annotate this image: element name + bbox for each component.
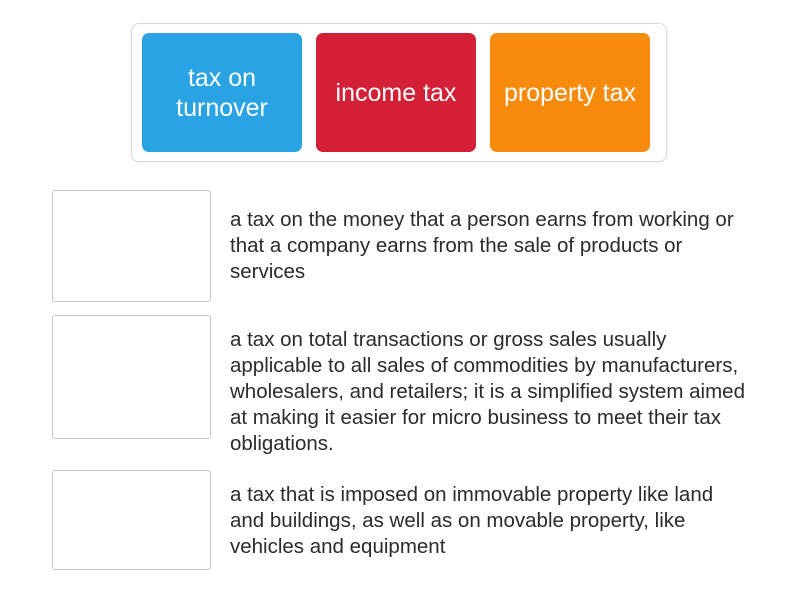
tile-label: tax on turnover xyxy=(176,63,268,122)
tile-label: income tax xyxy=(335,78,457,107)
draggable-tile-tax-on-turnover[interactable] xyxy=(142,33,302,152)
match-row xyxy=(52,190,752,302)
match-row xyxy=(52,470,752,570)
drop-zone-1[interactable] xyxy=(52,190,211,302)
definition-text-3: a tax that is imposed on immovable property like land and buildings, as well as on movable property, like vehicles and equipment xyxy=(230,483,714,558)
drop-zone-3[interactable] xyxy=(52,470,211,570)
definition-rows xyxy=(52,190,752,583)
definition-text-1: a tax on the money that a person earns from working or that a company earns from the sale of products or services xyxy=(230,208,734,283)
answer-tile-tray xyxy=(131,23,667,162)
draggable-tile-property-tax[interactable] xyxy=(490,33,650,152)
match-row xyxy=(52,315,752,457)
definition-text-2: a tax on total transactions or gross sales usually applicable to all sales of commodities by manufacturers, wholesalers, and retailers; it is a simplified system aimed at making it easier for micro business to meet their tax obligations. xyxy=(230,328,745,455)
drop-zone-2[interactable] xyxy=(52,315,211,439)
tile-label: property tax xyxy=(503,78,636,107)
draggable-tile-income-tax[interactable] xyxy=(316,33,476,152)
